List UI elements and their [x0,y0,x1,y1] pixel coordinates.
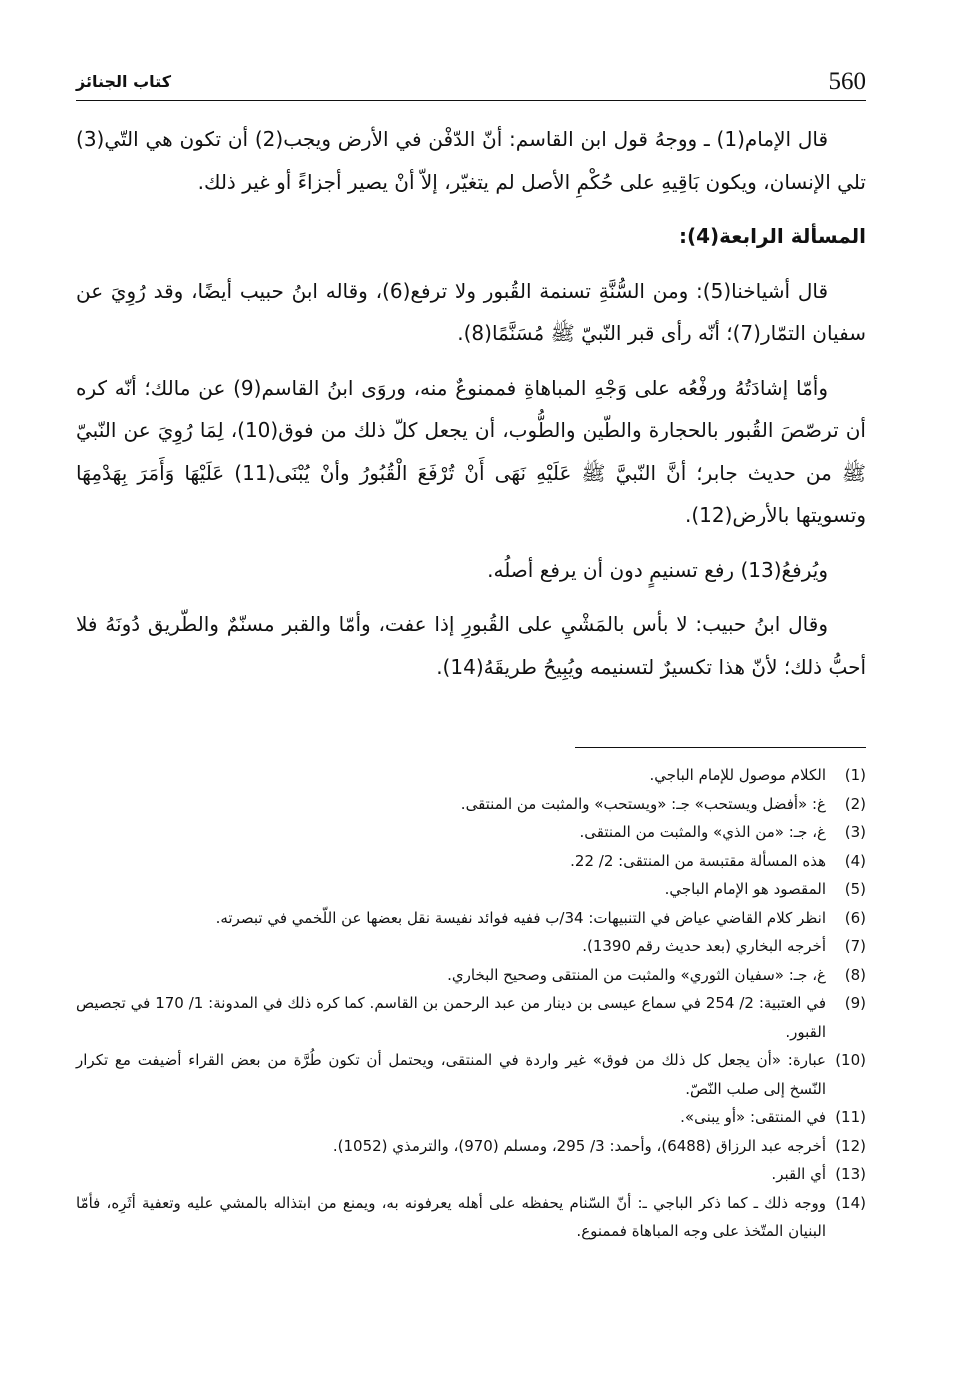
page-header [76,60,866,101]
footnote-text: في المنتقى: «أو يبنى». [680,1108,826,1126]
page-number: 560 [828,68,866,95]
footnote-2 [76,790,866,819]
footnote-10 [76,1046,866,1103]
footnote-text: في العتبية: 2/ 254 في سماع عيسى بن دينار من عبد الرحمن بن القاسم. كما كره ذلك في المدونة: 1/ 170 في تجصيص القبور. [76,994,827,1041]
footnote-number: (2) [844,794,866,813]
footnote-number: (8) [844,965,866,984]
footnote-number: (14) [835,1193,866,1212]
footnote-11 [76,1103,866,1132]
footnote-number: (1) [844,766,866,784]
footnote-text: غ، جـ: «سفيان الثوري» والمثبت من المنتقى وصحيح البخاري. [447,965,826,984]
footnote-number: (5) [844,880,866,898]
running-head: كتاب الجنائز [76,72,172,91]
footnote-8 [76,961,866,990]
paragraph-4: ويُرفعُ(13) رفع تسنيمٍ دون أن يرفع أصلُه. [487,557,828,582]
footnote-number: (10) [835,1051,866,1069]
footnote-number: (4) [844,851,866,870]
footnote-text: ووجه ذلك ـ كما ذكر الباجي ـ: أنّ السّنام يحفظه على أهله يعرفونه به، ويمنع من ابتذاله بالمشي عليه وتعفية أثَرِه، فأمّا البنيان المتّخذ على وجه المباهاة فممنوع. [76,1193,826,1240]
main-text [76,118,866,700]
footnote-13 [76,1160,866,1189]
footnote-7 [76,932,866,961]
footnote-number: (12) [835,1136,866,1155]
footnote-text: غ، جـ: «من الذي» والمثبت من المنتقى. [579,823,826,841]
footnote-9 [76,989,866,1046]
footnote-5 [76,875,866,904]
footnote-text: الكلام موصول للإمام الباجي. [649,766,826,784]
footnote-4 [76,847,866,876]
footnote-number: (13) [835,1165,866,1183]
footnote-text: عبارة: «أن يجعل كل ذلك من فوق» غير واردة في المنتقى، ويحتمل أن تكون طُرَّة من بعض القراء أضيفت مع تكرار النّسخ إلى صلب النّصّ. [76,1051,826,1098]
footnote-text: أي القبر. [771,1165,826,1183]
footnote-text: أخرجه البخاري (بعد حديث رقم 1390). [582,937,826,955]
footnote-text: أخرجه عبد الرزاق (6488)، وأحمد: 3/ 295، ومسلم (970)، والترمذي (1052). [332,1136,826,1155]
footnote-number: (6) [844,908,866,927]
footnote-1 [76,761,866,790]
footnote-number: (11) [835,1108,866,1126]
footnotes-list [76,761,866,1246]
footnote-text: هذه المسألة مقتبسة من المنتقى: 2/ 22. [570,851,826,870]
footnote-3 [76,818,866,847]
footnote-number: (7) [844,937,866,955]
paragraph-5: وقال ابنُ حبيب: لا بأس بالمَشْيِ على القُبورِ إذا عفت، وأمّا والقبر مسنّمٌ والطّريق دُونَهُ فلا أحبُّ ذلك؛ لأنّ هذا تكسيرٌ لتسنيمه ويُبِيحُ طريقَهُ(14). [76,612,866,679]
footnote-separator [575,747,866,748]
footnote-text: انظر كلام القاضي عياض في التنبيهات: 34/ب ففيه فوائد نفيسة نقل بعضها عن اللّخمي في تبصرته. [215,908,826,927]
section-heading: المسألة الرابعة(4): [678,224,866,248]
footnote-14 [76,1189,866,1246]
paragraph-1: قال الإمام(1) ـ ووجهُ قول ابن القاسم: أنّ الدّفْن في الأرض ويجب(2) أن تكون هي التّي(3) تلي الإنسان، ويكون بَاقِيهِ على حُكْمِ الأصل لم يتغيّر، إلاّ أنْ يصير أجزاءً أو غير ذلك. [76,127,866,194]
footnote-12 [76,1132,866,1161]
paragraph-2: قال أشياخنا(5): ومن السُّنَّةِ تسنمة القُبور ولا ترفع(6)، وقاله ابنُ حبيب أيضًا، وقد رُوِيَ عن سفيان التمّار(7)؛ أنّه رأى قبر النّبيّ ﷺ مُسَنَّمًا(8). [76,278,866,345]
footnote-6 [76,904,866,933]
footnote-text: المقصود هو الإمام الباجي. [664,880,826,898]
footnote-text: غ: «أفضل ويستحب» جـ: «ويستحب» والمثبت من المنتقى. [460,794,826,813]
footnote-number: (3) [844,823,866,841]
paragraph-3: وأمّا إشادَتُهُ ورفْعُه على وَجْهِ المباهاةِ فممنوعٌ منه، وروَى ابنُ القاسم(9) عن مالك؛ أنّه كره أن ترصّصَ القُبور بالحجارة والطّين والطُّوب، أن يجعل كلّ ذلك من فوق(10)، لِمَا رُوِيَ عن النّبيّ ﷺ من حديث جابر؛ أنَّ النّبيَّ ﷺ عَلَيْهِ نَهَى أَنْ تُرْفَعَ الْقُبُورُ وأنْ يُبْنَى(11) عَلَيْهَا وَأَمَرَ بِهَدْمِهَا وتسويتها بالأرض(12). [76,375,866,527]
footnote-number: (9) [844,994,866,1012]
